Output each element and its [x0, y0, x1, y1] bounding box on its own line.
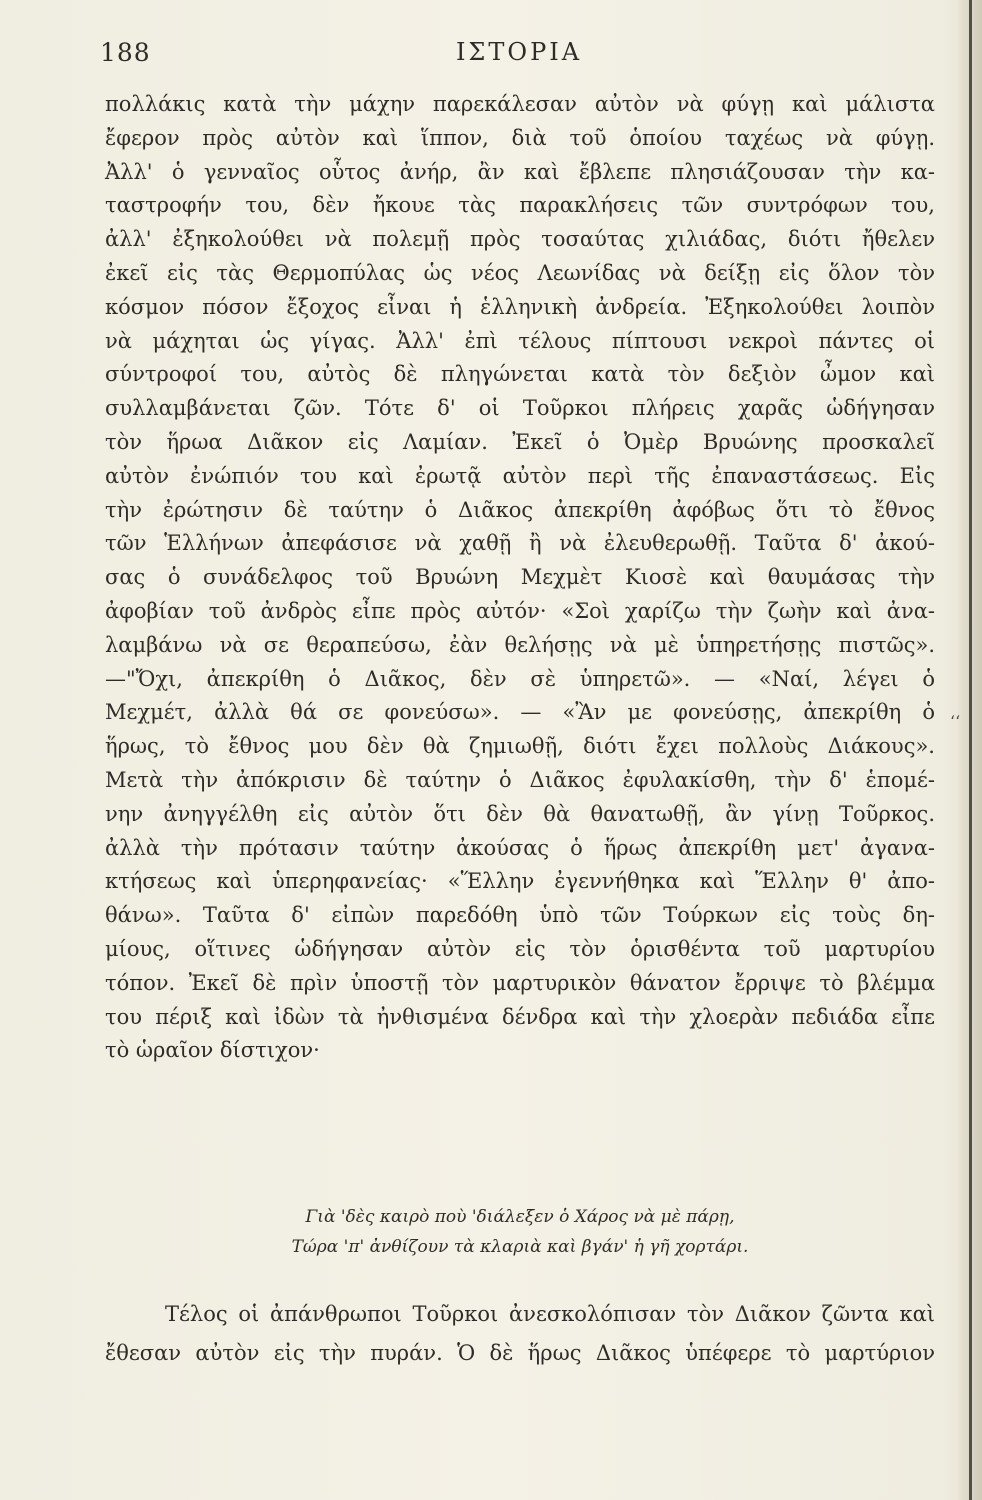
text-line: κόσμον πόσον ἔξοχος εἶναι ἡ ἑλληνικὴ ἀνδρεία. Ἐξηκολούθει λοιπὸν [105, 294, 935, 319]
text-line: κτήσεως καὶ ὑπερηφανείας· «Ἕλλην ἐγεννήθηκα καὶ Ἕλλην θ' ἀπο- [105, 869, 935, 894]
text-line: ταστροφήν του, δὲν ἤκουε τὰς παρακλήσεις τῶν συντρόφων του, [105, 193, 935, 218]
text-line: ἐκεῖ εἰς τὰς Θερμοπύλας ὡς νέος Λεωνίδας νὰ δείξῃ εἰς ὅλον τὸν [105, 260, 935, 285]
binding-line [969, 0, 972, 1500]
text-line: αὐτὸν ἐνώπιόν του καὶ ἐρωτᾷ αὐτὸν περὶ τῆς ἐπαναστάσεως. Εἰς [105, 463, 935, 488]
text-line: μίους, οἵτινες ὡδήγησαν αὐτὸν εἰς τὸν ὁρισθέντα τοῦ μαρτυρίου [105, 936, 935, 961]
text-line: θάνω». Ταῦτα δ' εἰπὼν παρεδόθη ὑπὸ τῶν Τούρκων εἰς τοὺς δη- [105, 903, 935, 928]
verse-couplet [180, 1202, 860, 1262]
text-line: Μετὰ τὴν ἀπόκρισιν δὲ ταύτην ὁ Διᾶκος ἐφυλακίσθη, τὴν δ' ἑπομέ- [105, 767, 935, 792]
text-line: —"Ὄχι, ἀπεκρίθη ὁ Διᾶκος, δὲν σὲ ὑπηρετῶ». — «Ναί, λέγει ὁ [105, 666, 935, 691]
text-line: ἥρως, τὸ ἔθνος μου δὲν θὰ ζημιωθῇ, διότι ἔχει πολλοὺς Διάκους». [105, 734, 935, 759]
text-line: νην ἀνηγγέλθη εἰς αὐτὸν ὅτι δὲν θὰ θανατωθῇ, ἂν γίνῃ Τοῦρκος. [105, 801, 935, 826]
text-line: τόπον. Ἐκεῖ δὲ πρὶν ὑποστῇ τὸν μαρτυρικὸν θάνατον ἔρριψε τὸ βλέμμα [105, 970, 935, 995]
text-line: τῶν Ἑλλήνων ἀπεφάσισε νὰ χαθῇ ἢ νὰ ἐλευθερωθῇ. Ταῦτα δ' ἀκού- [105, 531, 935, 556]
page-number: 188 [100, 38, 151, 67]
verse-line: Γιὰ 'δὲς καιρὸ ποὺ 'διάλεξεν ὁ Χάρος νὰ μὲ πάρῃ, [305, 1207, 735, 1227]
running-title: ΙΣΤΟΡΙΑ [455, 38, 583, 66]
text-line: νὰ μάχηται ὡς γίγας. Ἀλλ' ἐπὶ τέλους πίπτουσι νεκροὶ πάντες οἱ [105, 328, 935, 353]
text-line: σύντροφοί του, αὐτὸς δὲ πληγώνεται κατὰ τὸν δεξιὸν ὦμον καὶ [105, 362, 935, 387]
body-text [105, 88, 935, 1068]
text-line: Τέλος οἱ ἀπάνθρωποι Τοῦρκοι ἀνεσκολόπισαν τὸν Διᾶκον ζῶντα καὶ [165, 1302, 935, 1326]
text-line: τὸν ἥρωα Διᾶκον εἰς Λαμίαν. Ἐκεῖ ὁ Ὀμὲρ Βρυώνης προσκαλεῖ [105, 429, 935, 454]
text-line: Ἀλλ' ὁ γενναῖος οὗτος ἀνήρ, ἂν καὶ ἔβλεπε πλησιάζουσαν τὴν κα- [105, 159, 935, 184]
text-line: ἀλλὰ τὴν πρότασιν ταύτην ἀκούσας ὁ ἥρως ἀπεκρίθη μετ' ἀγανα- [105, 835, 935, 860]
margin-mark: ‘‘ [950, 712, 961, 731]
text-line: ἔθεσαν αὐτὸν εἰς τὴν πυράν. Ὁ δὲ ἥρως Διᾶκος ὑπέφερε τὸ μαρτύριον [105, 1341, 935, 1365]
text-line: τὸ ὡραῖον δίστιχον· [105, 1038, 320, 1063]
text-line: πολλάκις κατὰ τὴν μάχην παρεκάλεσαν αὐτὸν νὰ φύγῃ καὶ μάλιστα [105, 92, 935, 116]
closing-paragraph [105, 1295, 935, 1373]
page-header [100, 38, 938, 74]
text-line: ἀλλ' ἐξηκολούθει νὰ πολεμῇ πρὸς τοσαύτας χιλιάδας, διότι ἤθελεν [105, 227, 935, 252]
text-line: ἀφοβίαν τοῦ ἀνδρὸς εἶπε πρὸς αὐτόν· «Σοὶ χαρίζω τὴν ζωὴν καὶ ἀνα- [105, 598, 935, 623]
text-line: σας ὁ συνάδελφος τοῦ Βρυώνη Μεχμὲτ Κιοσὲ καὶ θαυμάσας τὴν [105, 565, 935, 590]
text-line: Μεχμέτ, ἀλλὰ θά σε φονεύσω». — «Ἂν με φονεύσῃς, ἀπεκρίθη ὁ [105, 700, 935, 725]
text-line: του πέριξ καὶ ἰδὼν τὰ ἠνθισμένα δένδρα καὶ τὴν χλοερὰν πεδιάδα εἶπε [105, 1004, 935, 1029]
text-line: τὴν ἐρώτησιν δὲ ταύτην ὁ Διᾶκος ἀπεκρίθη ἀφόβως ὅτι τὸ ἔθνος [105, 497, 935, 522]
text-line: ἔφερον πρὸς αὐτὸν καὶ ἵππον, διὰ τοῦ ὁποίου ταχέως νὰ φύγῃ. [105, 125, 935, 150]
verse-line: Τώρα 'π' ἀνθίζουν τὰ κλαριὰ καὶ βγάν' ἡ γῆ χορτάρι. [291, 1237, 749, 1257]
text-line: συλλαμβάνεται ζῶν. Τότε δ' οἱ Τοῦρκοι πλήρεις χαρᾶς ὡδήγησαν [105, 396, 935, 421]
text-line: λαμβάνω νὰ σε θεραπεύσω, ἐὰν θελήσῃς νὰ μὲ ὑπηρετήσῃς πιστῶς». [105, 632, 935, 657]
